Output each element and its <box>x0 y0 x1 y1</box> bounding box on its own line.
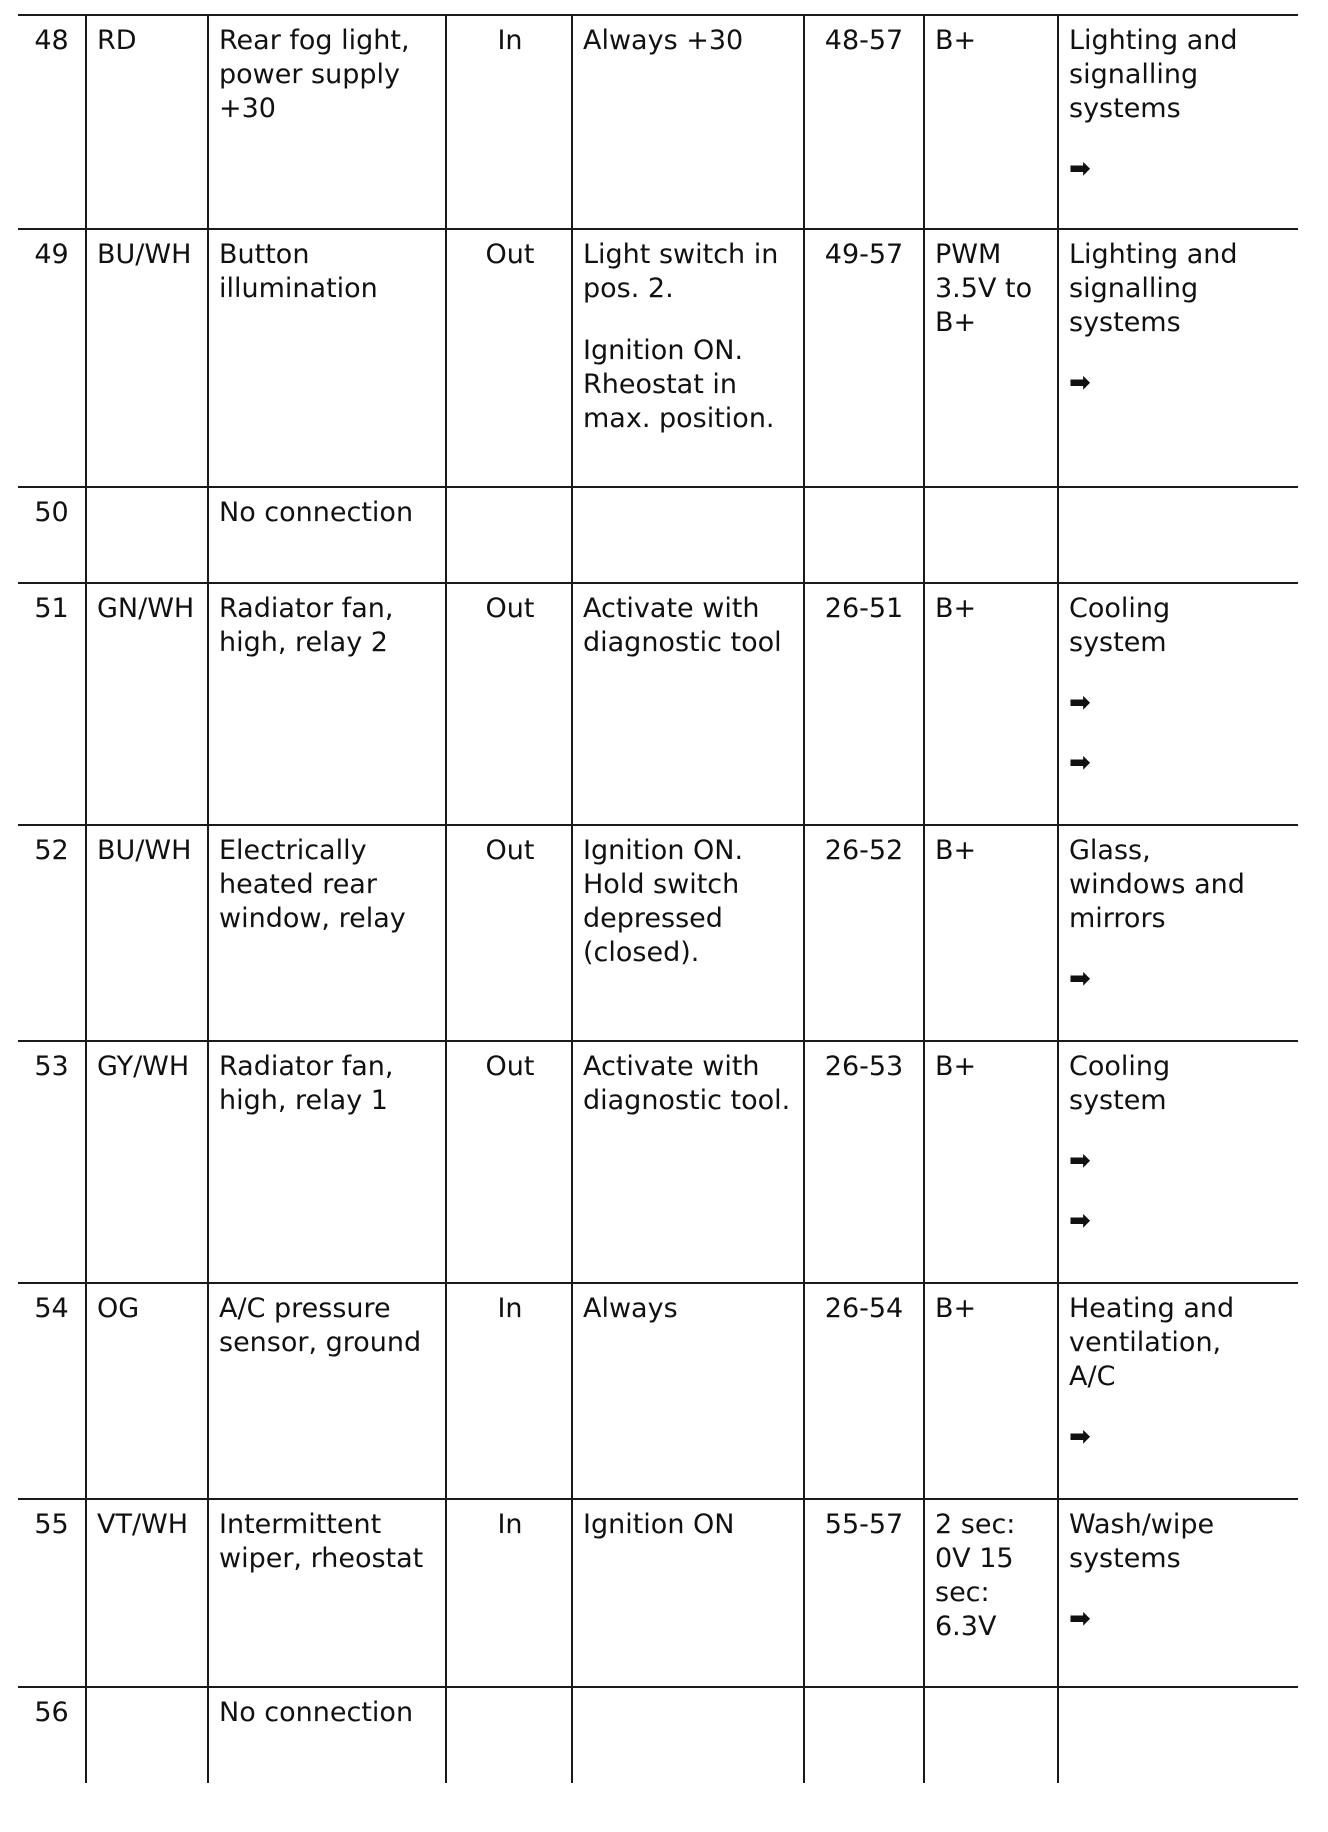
description-cell <box>208 825 446 1041</box>
system-reference: Cooling system <box>1069 593 1171 658</box>
pin-number: 53 <box>34 1051 69 1082</box>
description-cell <box>208 1041 446 1283</box>
pin-description: Electrically heated rear window, relay <box>219 835 406 934</box>
expected-value-cell <box>924 229 1058 487</box>
signal-direction: Out <box>485 239 535 270</box>
direction-cell <box>446 487 572 583</box>
system-cell <box>1058 825 1298 1041</box>
test-condition: Always +30 <box>583 25 744 56</box>
signal-direction: In <box>497 1509 523 1540</box>
description-cell <box>208 229 446 487</box>
wire-color: GY/WH <box>97 1051 190 1082</box>
conditions-cell <box>572 1499 804 1687</box>
wire-color-cell <box>86 1283 208 1499</box>
arrow-right-icon[interactable]: ➡ <box>1069 748 1091 778</box>
pin-number-cell <box>18 1687 86 1783</box>
expected-value: B+ <box>935 25 977 56</box>
expected-value-cell <box>924 1499 1058 1687</box>
measure-between: 48-57 <box>824 25 904 56</box>
wire-color-cell <box>86 583 208 825</box>
pin-number: 54 <box>34 1293 69 1324</box>
description-cell <box>208 1499 446 1687</box>
conditions-cell <box>572 229 804 487</box>
pin-number-cell <box>18 15 86 229</box>
test-condition: Ignition ON <box>583 1509 735 1540</box>
expected-value-cell <box>924 1687 1058 1783</box>
test-condition: Ignition ON. Hold switch depressed (closed). <box>583 835 744 968</box>
description-cell <box>208 487 446 583</box>
pin-number-cell <box>18 1283 86 1499</box>
wire-color-cell <box>86 229 208 487</box>
signal-direction: In <box>497 1293 523 1324</box>
pin-description: A/C pressure sensor, ground <box>219 1293 422 1358</box>
direction-cell <box>446 583 572 825</box>
system-reference: Wash/wipe systems <box>1069 1509 1215 1574</box>
signal-direction: Out <box>485 1051 535 1082</box>
signal-direction: Out <box>485 835 535 866</box>
measure-between-cell <box>804 825 924 1041</box>
test-condition: Activate with diagnostic tool. <box>583 1051 791 1116</box>
direction-cell <box>446 1687 572 1783</box>
direction-cell <box>446 1499 572 1687</box>
pin-number: 55 <box>34 1509 69 1540</box>
conditions-cell <box>572 825 804 1041</box>
measure-between-cell <box>804 1283 924 1499</box>
expected-value-cell <box>924 1041 1058 1283</box>
expected-value-cell <box>924 583 1058 825</box>
expected-value: PWM 3.5V to B+ <box>935 239 1033 338</box>
table-row <box>18 825 1298 1041</box>
pin-number: 51 <box>34 593 69 624</box>
system-reference: Lighting and signalling systems <box>1069 239 1238 338</box>
wire-color-cell <box>86 1499 208 1687</box>
measure-between: 26-52 <box>824 835 904 866</box>
expected-value-cell <box>924 825 1058 1041</box>
pin-number: 49 <box>34 239 69 270</box>
pin-number-cell <box>18 583 86 825</box>
wire-color-cell <box>86 15 208 229</box>
pin-number-cell <box>18 229 86 487</box>
system-cell <box>1058 1041 1298 1283</box>
wire-color-cell <box>86 1687 208 1783</box>
direction-cell <box>446 1283 572 1499</box>
measure-between-cell <box>804 487 924 583</box>
arrow-right-icon[interactable]: ➡ <box>1069 368 1091 398</box>
direction-cell <box>446 229 572 487</box>
wire-color-cell <box>86 825 208 1041</box>
system-reference: Glass, windows and mirrors <box>1069 835 1245 934</box>
wire-color: OG <box>97 1293 140 1324</box>
wire-color: BU/WH <box>97 835 192 866</box>
measure-between: 26-51 <box>824 593 904 624</box>
conditions-cell <box>572 487 804 583</box>
expected-value: B+ <box>935 1051 977 1082</box>
direction-cell <box>446 15 572 229</box>
wire-color: GN/WH <box>97 593 195 624</box>
table-row <box>18 487 1298 583</box>
measure-between-cell <box>804 1041 924 1283</box>
description-cell <box>208 1283 446 1499</box>
conditions-cell <box>572 583 804 825</box>
table-row <box>18 15 1298 229</box>
system-cell <box>1058 1283 1298 1499</box>
table-row <box>18 1499 1298 1687</box>
conditions-cell <box>572 1687 804 1783</box>
system-cell <box>1058 487 1298 583</box>
pin-assignment-table <box>18 14 1298 1783</box>
expected-value: B+ <box>935 1293 977 1324</box>
conditions-cell <box>572 1041 804 1283</box>
system-cell <box>1058 15 1298 229</box>
direction-cell <box>446 825 572 1041</box>
system-cell <box>1058 1499 1298 1687</box>
pin-description: Radiator fan, high, relay 2 <box>219 593 394 658</box>
pin-description: Intermittent wiper, rheostat <box>219 1509 424 1574</box>
conditions-cell <box>572 1283 804 1499</box>
arrow-right-icon[interactable]: ➡ <box>1069 1604 1091 1634</box>
table-row <box>18 229 1298 487</box>
description-cell <box>208 583 446 825</box>
expected-value: B+ <box>935 835 977 866</box>
system-cell <box>1058 1687 1298 1783</box>
pin-number: 52 <box>34 835 69 866</box>
direction-cell <box>446 1041 572 1283</box>
table-row <box>18 1041 1298 1283</box>
wire-color: RD <box>97 25 137 56</box>
system-reference: Heating and ventilation, A/C <box>1069 1293 1235 1392</box>
measure-between-cell <box>804 15 924 229</box>
measure-between-cell <box>804 1687 924 1783</box>
measure-between: 26-54 <box>824 1293 904 1324</box>
wire-color: BU/WH <box>97 239 192 270</box>
pin-description: Button illumination <box>219 239 378 304</box>
expected-value-cell <box>924 15 1058 229</box>
pin-description: No connection <box>219 1697 414 1728</box>
wire-color-cell <box>86 1041 208 1283</box>
measure-between-cell <box>804 1499 924 1687</box>
system-reference: Lighting and signalling systems <box>1069 25 1238 124</box>
description-cell <box>208 15 446 229</box>
test-condition: Always <box>583 1293 678 1324</box>
pin-number-cell <box>18 825 86 1041</box>
system-reference: Cooling system <box>1069 1051 1171 1116</box>
system-cell <box>1058 583 1298 825</box>
pin-description: No connection <box>219 497 414 528</box>
signal-direction: In <box>497 25 523 56</box>
arrow-right-icon[interactable]: ➡ <box>1069 688 1091 718</box>
measure-between-cell <box>804 583 924 825</box>
test-condition: Ignition ON. Rheostat in max. position. <box>583 335 775 434</box>
arrow-right-icon[interactable]: ➡ <box>1069 154 1091 184</box>
pin-description: Radiator fan, high, relay 1 <box>219 1051 394 1116</box>
measure-between: 55-57 <box>824 1509 904 1540</box>
arrow-right-icon[interactable]: ➡ <box>1069 964 1091 994</box>
pin-number: 50 <box>34 497 69 528</box>
test-condition: Activate with diagnostic tool <box>583 593 782 658</box>
expected-value: B+ <box>935 593 977 624</box>
signal-direction: Out <box>485 593 535 624</box>
table-row <box>18 583 1298 825</box>
conditions-cell <box>572 15 804 229</box>
pin-number-cell <box>18 1041 86 1283</box>
arrow-right-icon[interactable]: ➡ <box>1069 1146 1091 1176</box>
description-cell <box>208 1687 446 1783</box>
expected-value: 2 sec: 0V 15 sec: 6.3V <box>935 1509 1016 1642</box>
expected-value-cell <box>924 1283 1058 1499</box>
wire-color: VT/WH <box>97 1509 189 1540</box>
measure-between: 26-53 <box>824 1051 904 1082</box>
pin-number: 48 <box>34 25 69 56</box>
pin-number: 56 <box>34 1697 69 1728</box>
wire-color-cell <box>86 487 208 583</box>
table-body <box>18 15 1298 1783</box>
measure-between-cell <box>804 229 924 487</box>
pin-description: Rear fog light, power supply +30 <box>219 25 410 124</box>
test-condition: Light switch in pos. 2. <box>583 239 779 304</box>
table-row <box>18 1687 1298 1783</box>
measure-between: 49-57 <box>824 239 904 270</box>
expected-value-cell <box>924 487 1058 583</box>
arrow-right-icon[interactable]: ➡ <box>1069 1206 1091 1236</box>
pin-number-cell <box>18 1499 86 1687</box>
pin-number-cell <box>18 487 86 583</box>
system-cell <box>1058 229 1298 487</box>
arrow-right-icon[interactable]: ➡ <box>1069 1422 1091 1452</box>
table-row <box>18 1283 1298 1499</box>
